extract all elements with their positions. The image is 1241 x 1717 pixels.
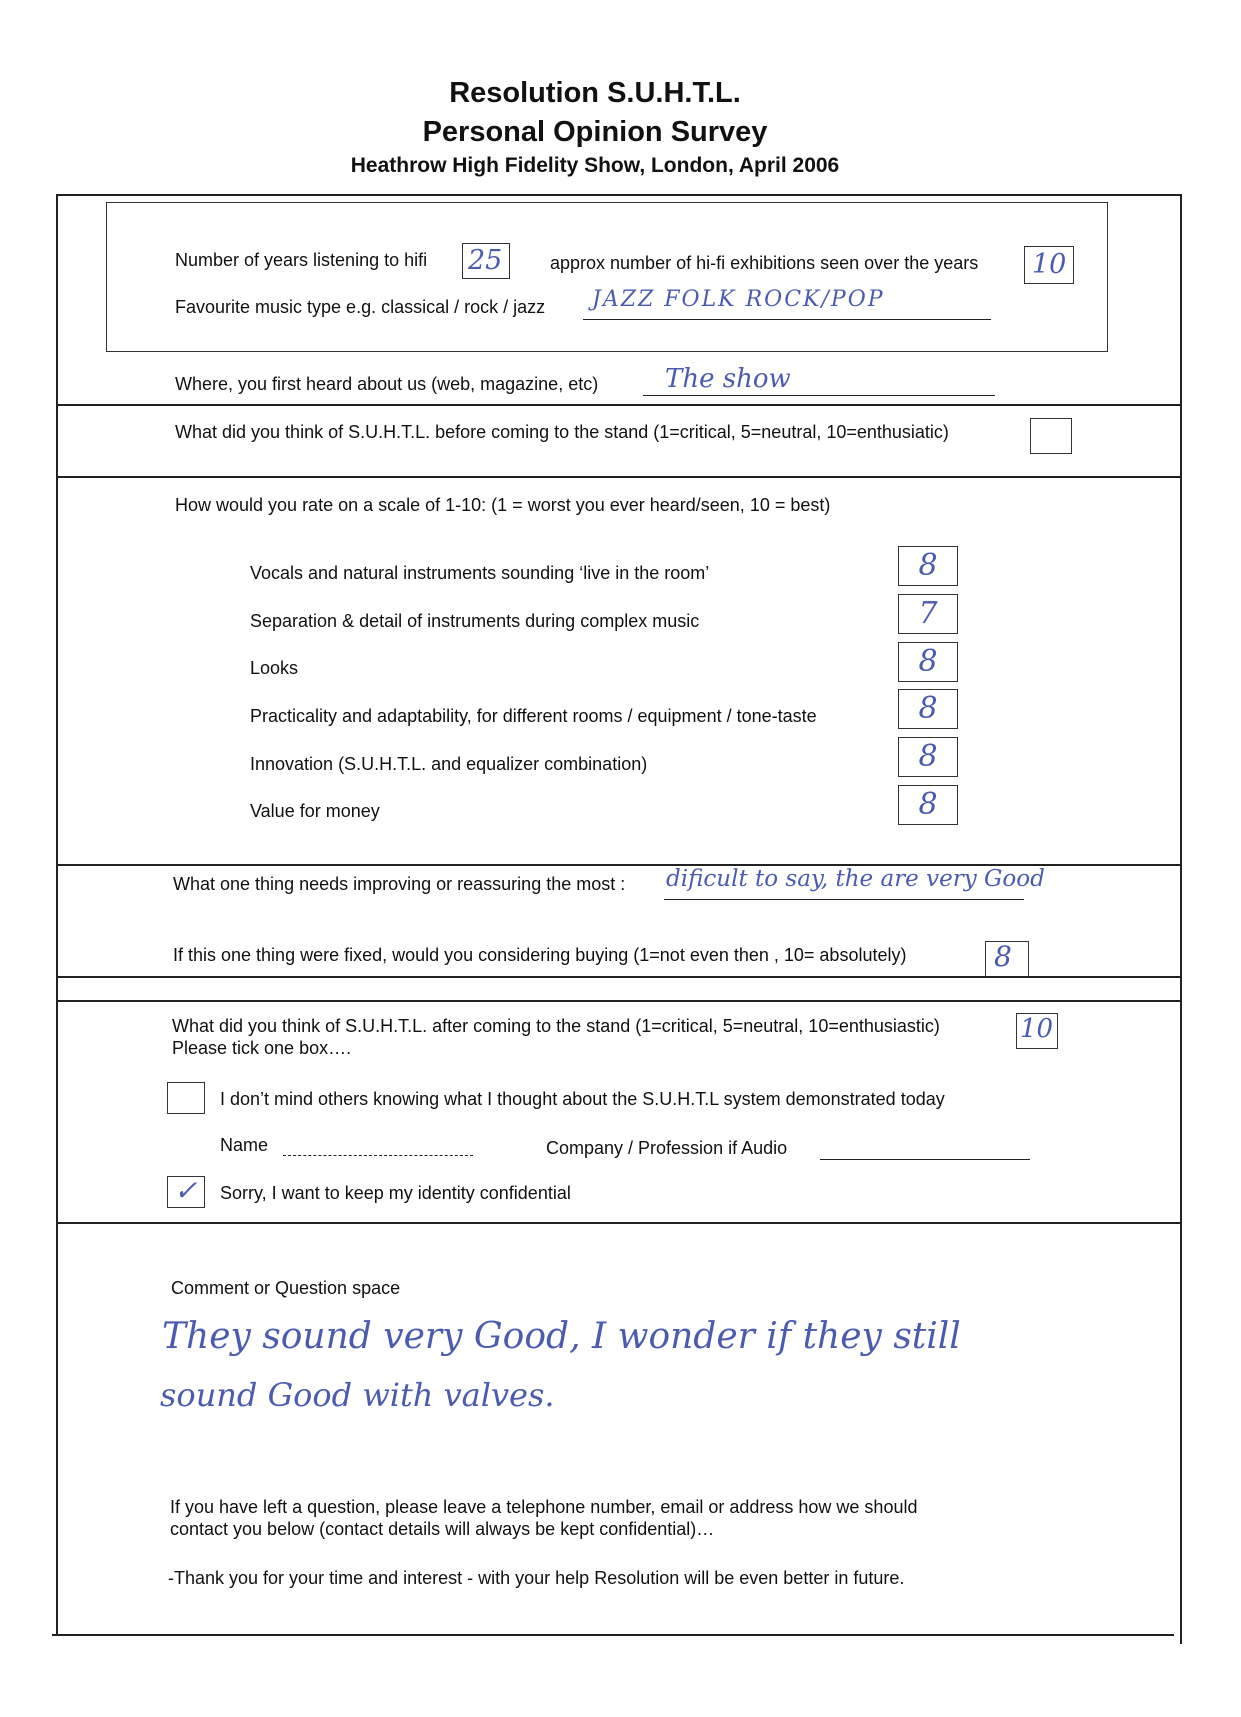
tick-prompt: Please tick one box….	[172, 1038, 352, 1058]
rating-box[interactable]: 8	[898, 785, 958, 825]
rating-label: Value for money	[250, 801, 380, 821]
name-underline[interactable]	[283, 1155, 473, 1156]
contact-line-2: contact you below (contact details will always be kept confidential)…	[170, 1519, 715, 1539]
divider-5	[56, 1000, 1182, 1002]
share-checkbox[interactable]	[167, 1082, 205, 1114]
rating-label: Separation & detail of instruments during complex music	[250, 611, 700, 631]
rating-label: Innovation (S.U.H.T.L. and equalizer combination)	[250, 754, 648, 774]
contact-line-1: If you have left a question, please leave a telephone number, email or address how we should	[170, 1497, 918, 1517]
survey-title: Resolution S.U.H.T.L.	[449, 77, 741, 109]
heard-label: Where, you first heard about us (web, magazine, etc)	[175, 374, 599, 394]
rating-label: Practicality and adaptability, for different rooms / equipment / tone-taste	[250, 706, 817, 726]
company-underline[interactable]	[820, 1159, 1030, 1160]
confidential-check-mark: ✓	[174, 1174, 198, 1207]
frame-bottom	[52, 1634, 1174, 1636]
survey-event: Heathrow High Fidelity Show, London, April 2006	[350, 154, 840, 177]
buy-value[interactable]: 8	[994, 940, 1012, 973]
before-box[interactable]	[1030, 418, 1072, 454]
music-value[interactable]: JAZZ FOLK ROCK/POP	[592, 287, 885, 312]
years-value[interactable]: 25	[468, 245, 503, 276]
divider-2	[56, 476, 1182, 478]
thanks-text: -Thank you for your time and interest - with your help Resolution will be even better in future.	[168, 1568, 905, 1588]
rating-label: Looks	[250, 658, 299, 678]
after-value[interactable]: 10	[1020, 1014, 1054, 1044]
divider-6	[56, 1222, 1182, 1224]
comment-label: Comment or Question space	[171, 1278, 401, 1298]
rating-label: Vocals and natural instruments sounding ‘live in the room’	[250, 563, 710, 583]
exhibitions-label: approx number of hi-fi exhibitions seen over the years	[550, 253, 979, 273]
frame-right	[1180, 194, 1182, 1644]
improve-underline	[664, 899, 1024, 900]
heard-underline	[643, 395, 995, 396]
company-label: Company / Profession if Audio	[546, 1138, 788, 1158]
buy-label: If this one thing were fixed, would you considering buying (1=not even then , 10= absolutely)	[173, 945, 907, 965]
rating-box[interactable]: 8	[898, 737, 958, 777]
years-label: Number of years listening to hifi	[175, 250, 428, 270]
music-label: Favourite music type e.g. classical / rock / jazz	[175, 297, 546, 317]
after-label: What did you think of S.U.H.T.L. after coming to the stand (1=critical, 5=neutral, 10=enthusiastic)	[172, 1016, 940, 1036]
profile-box	[106, 202, 1108, 352]
comment-line-2[interactable]: sound Good with valves.	[160, 1376, 555, 1414]
confidential-option-label: Sorry, I want to keep my identity confidential	[220, 1183, 571, 1203]
heard-value[interactable]: The show	[665, 364, 791, 394]
name-label: Name	[220, 1135, 269, 1155]
survey-subtitle: Personal Opinion Survey	[422, 116, 768, 148]
frame-top	[56, 194, 1182, 196]
rating-box[interactable]: 8	[898, 642, 958, 682]
rating-box[interactable]: 7	[898, 594, 958, 634]
before-label: What did you think of S.U.H.T.L. before coming to the stand (1=critical, 5=neutral, 10=enthusiatic)	[175, 422, 949, 442]
improve-label: What one thing needs improving or reassuring the most :	[173, 874, 626, 894]
divider-4	[56, 976, 1182, 978]
share-option-label: I don’t mind others knowing what I thought about the S.U.H.T.L system demonstrated today	[220, 1089, 945, 1109]
divider-1	[56, 404, 1182, 406]
music-underline	[583, 319, 991, 320]
rating-box[interactable]: 8	[898, 689, 958, 729]
rating-box[interactable]: 8	[898, 546, 958, 586]
comment-line-1[interactable]: They sound very Good, I wonder if they still	[162, 1316, 961, 1357]
exhibitions-value[interactable]: 10	[1032, 249, 1067, 280]
frame-left	[56, 194, 58, 1634]
improve-value[interactable]: dificult to say, the are very Good	[666, 866, 1045, 892]
ratings-intro: How would you rate on a scale of 1-10: (1 = worst you ever heard/seen, 10 = best)	[175, 495, 831, 515]
